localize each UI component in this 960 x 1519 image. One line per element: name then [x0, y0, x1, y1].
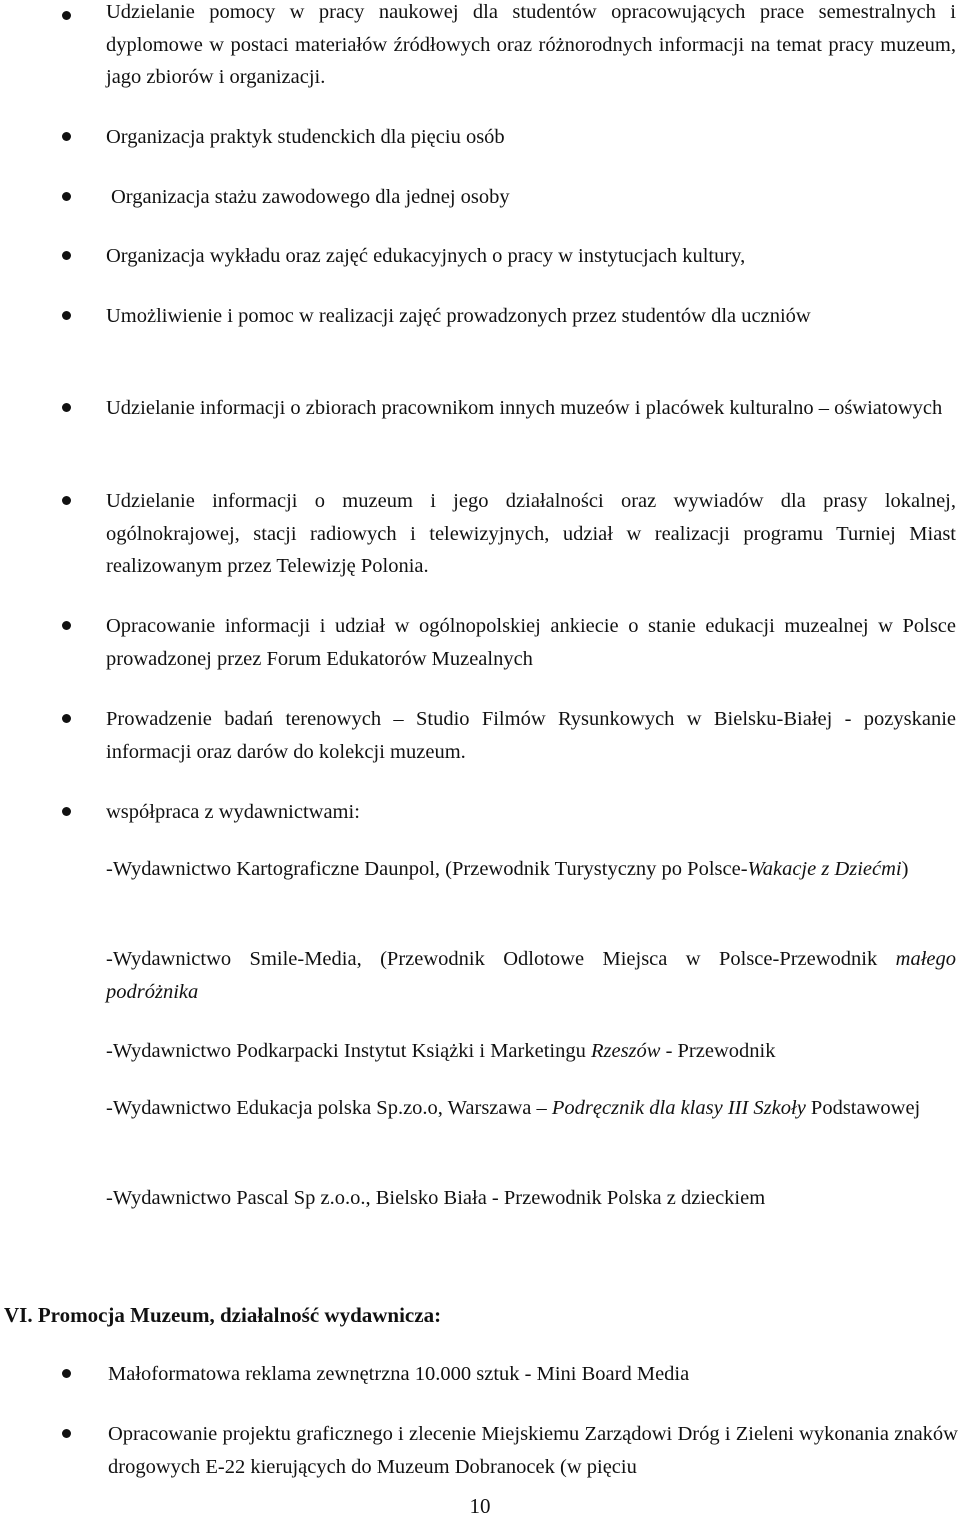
publisher-tail: Podstawowej [805, 1097, 921, 1119]
publisher-title: Rzeszów [590, 1040, 661, 1062]
list-item-text: Organizacja wykładu oraz zajęć edukacyjnych o pracy w instytucjach kultury, [106, 245, 746, 267]
publisher-title: małego podróżnika [106, 948, 956, 1003]
list-item-text: Udzielanie informacji o muzeum i jego działalności oraz wywiadów dla prasy lokalnej, ogólnokrajowej, stacji radiowych i telewizyjnych, udział w realizacji programu Turniej Miast realizowanym przez Telewizję Polonia. [106, 490, 956, 577]
publisher-entry [106, 943, 956, 1008]
bullet-icon [62, 807, 71, 816]
list-item-text: Organizacja praktyk studenckich dla pięciu osób [106, 126, 505, 148]
list-item-text: Prowadzenie badań terenowych – Studio Filmów Rysunkowych w Bielsku-Białej - pozyskanie informacji oraz darów do kolekcji muzeum. [106, 708, 956, 763]
publisher-entry [106, 1035, 956, 1068]
list-item-text: Udzielanie informacji o zbiorach pracownikom innych muzeów i placówek kulturalno – oświatowych [106, 397, 943, 419]
bullet-icon [62, 1369, 71, 1378]
bullet-icon [62, 621, 71, 630]
bullet-icon [62, 403, 71, 412]
publisher-title: Podręcznik dla klasy III Szkoły [551, 1097, 806, 1119]
list-item-text: Organizacja stażu zawodowego dla jednej osoby [111, 186, 510, 208]
bullet-icon [62, 251, 71, 260]
bullet-icon [62, 11, 71, 20]
publisher-text: -Wydawnictwo Smile-Media, (Przewodnik Odlotowe Miejsca w Polsce-Przewodnik [106, 948, 896, 970]
publisher-entry [106, 1182, 956, 1215]
bullet-icon [62, 1429, 71, 1438]
publisher-entry [106, 853, 956, 886]
bullet-icon [62, 192, 71, 201]
publisher-title: Wakacje z Dziećmi [747, 858, 902, 880]
list-item-text: Umożliwienie i pomoc w realizacji zajęć prowadzonych przez studentów dla uczniów [106, 305, 811, 327]
bullet-icon [62, 496, 71, 505]
publisher-entry [106, 1092, 956, 1125]
publisher-text: -Wydawnictwo Kartograficzne Daunpol, (Przewodnik Turystyczny po Polsce- [106, 858, 748, 880]
list-item-text: Opracowanie informacji i udział w ogólnopolskiej ankiecie o stanie edukacji muzealnej w Polsce prowadzonej przez Forum Edukatorów Muzealnych [106, 615, 956, 670]
list-item-text: współpraca z wydawnictwami: [106, 801, 360, 823]
list-item-text: Małoformatowa reklama zewnętrzna 10.000 sztuk - Mini Board Media [108, 1363, 690, 1385]
publisher-tail: - Przewodnik [660, 1040, 776, 1062]
publisher-text: -Wydawnictwo Podkarpacki Instytut Książki i Marketingu [106, 1040, 591, 1062]
publisher-tail: ) [901, 858, 909, 880]
publisher-text: -Wydawnictwo Edukacja polska Sp.zo.o, Warszawa – [106, 1097, 552, 1119]
section-heading: VI. Promocja Muzeum, działalność wydawnicza: [4, 1303, 442, 1327]
publisher-text: -Wydawnictwo Pascal Sp z.o.o., Bielsko Biała - Przewodnik Polska z dzieckiem [106, 1187, 766, 1209]
page-number: 10 [469, 1494, 491, 1518]
bullet-icon [62, 714, 71, 723]
bullet-icon [62, 311, 71, 320]
bullet-icon [62, 132, 71, 141]
list-item-text: Opracowanie projektu graficznego i zlecenie Miejskiemu Zarządowi Dróg i Zieleni wykonania znaków drogowych E-22 kierujących do Muzeum Dobranocek (w pięciu [108, 1423, 958, 1478]
list-item-text: Udzielanie pomocy w pracy naukowej dla studentów opracowujących prace semestralnych i dyplomowe w postaci materiałów źródłowych oraz różnorodnych informacji na temat pracy muzeum, jago zbiorów i organizacji. [106, 1, 956, 88]
